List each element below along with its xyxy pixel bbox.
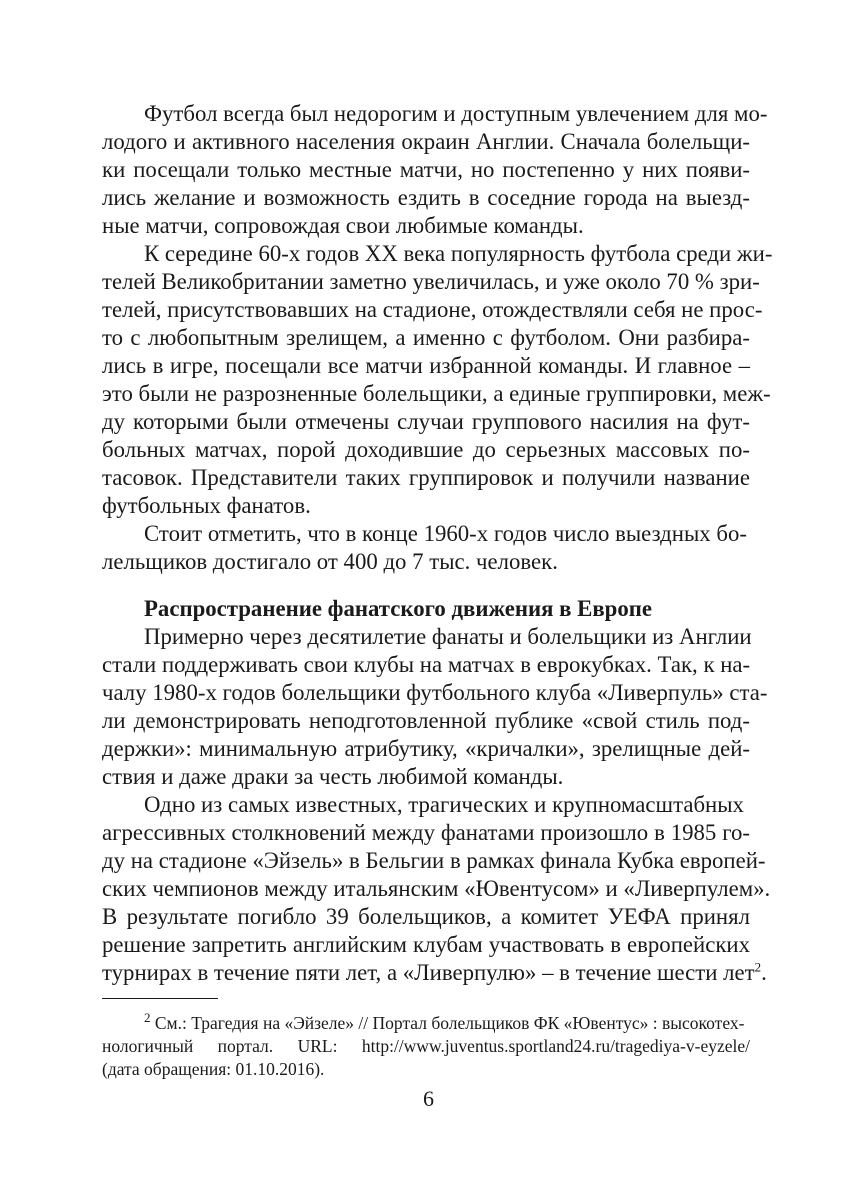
paragraph-5-line: Одно из самых известных, трагических и крупномасштабных bbox=[144, 792, 744, 817]
paragraph-1-line: ные матчи, сопровождая свои любимые команды. bbox=[102, 213, 584, 238]
paragraph-2-line: это были не разрозненные болельщики, а единые группировки, меж- bbox=[102, 381, 771, 406]
paragraph-4-line: Примерно через десятилетие фанаты и болельщики из Англии bbox=[144, 624, 752, 649]
section-heading: Распространение фанатского движения в Европе bbox=[144, 596, 652, 621]
paragraph-2-line: ду которыми были отмечены случаи группового насилия на фут- bbox=[102, 409, 750, 434]
paragraph-5-line: ду на стадионе «Эйзель» в Бельгии в рамках финала Кубка европей- bbox=[102, 848, 766, 873]
paragraph-2-line: футбольных фанатов. bbox=[102, 493, 311, 518]
paragraph-3-line: Стоит отметить, что в конце 1960-х годов число выездных бо- bbox=[144, 521, 747, 546]
paragraph-3-line: лельщиков достигало от 400 до 7 тыс. человек. bbox=[102, 549, 558, 574]
paragraph-5-end-punct: . bbox=[761, 960, 767, 985]
paragraph-2-line: то с любопытным зрелищем, а именно с футболом. Они разбира- bbox=[102, 325, 750, 350]
footnote-marker: 2 bbox=[144, 1010, 151, 1026]
paragraph-2-line: К середине 60-х годов XX века популярность футбола среди жи- bbox=[144, 241, 773, 266]
paragraph-5-line: ских чемпионов между итальянским «Ювентусом» и «Ливерпулем». bbox=[102, 876, 771, 901]
paragraph-4-line: держки»: минимальную атрибутику, «кричалки», зрелищные дей- bbox=[102, 736, 750, 761]
paragraph-4-line: ли демонстрировать неподготовленной публике «свой стиль под- bbox=[102, 708, 750, 733]
footnote-line bbox=[144, 1012, 750, 1035]
paragraph-2-line: лись в игре, посещали все матчи избранной команды. И главное – bbox=[102, 353, 750, 378]
paragraph-4-line: чалу 1980-х годов болельщики футбольного клуба «Ливерпуль» ста- bbox=[102, 680, 768, 705]
paragraph-1-line: Футбол всегда был недорогим и доступным увлечением для мо- bbox=[144, 101, 768, 126]
paragraph-5-last-text: турнирах в течение пяти лет, а «Ливерпулю» – в течение шести лет bbox=[102, 960, 755, 985]
footnote-separator bbox=[102, 998, 218, 999]
footnote-reference: 2 bbox=[754, 959, 762, 975]
paragraph-1-line: ки посещали только местные матчи, но постепенно у них появи- bbox=[102, 157, 750, 182]
paragraph-1-line: лись желание и возможность ездить в соседние города на выезд- bbox=[102, 185, 750, 210]
footnote-line: нологичный портал. URL: http://www.juventus.sportland24.ru/tragediya-v-eyzele/ bbox=[102, 1036, 750, 1056]
paragraph-5-line: В результате погибло 39 болельщиков, а комитет УЕФА принял bbox=[102, 904, 750, 929]
paragraph-2-line: телей, присутствовавших на стадионе, отождествляли себя не прос- bbox=[102, 297, 763, 322]
paragraph-5-line: решение запретить английским клубам участвовать в европейских bbox=[102, 932, 750, 957]
paragraph-5-line bbox=[102, 959, 767, 987]
paragraph-2-line: телей Великобритании заметно увеличилась, и уже около 70 % зри- bbox=[102, 269, 760, 294]
footnote-line: (дата обращения: 01.10.2016). bbox=[102, 1059, 325, 1079]
footnote-text: См.: Трагедия на «Эйзеле» // Портал болельщиков ФК «Ювентус» : высокотех- bbox=[154, 1013, 745, 1033]
paragraph-4-line: ствия и даже драки за честь любимой команды. bbox=[102, 764, 564, 789]
paragraph-4-line: стали поддерживать свои клубы на матчах в еврокубках. Так, к на- bbox=[102, 652, 751, 677]
paragraph-2-line: тасовок. Представители таких группировок и получили название bbox=[102, 465, 750, 490]
page-number: 6 bbox=[423, 1086, 434, 1111]
paragraph-5-line: агрессивных столкновений между фанатами произошло в 1985 го- bbox=[102, 820, 750, 845]
paragraph-1-line: лодого и активного населения окраин Англии. Сначала болельщи- bbox=[102, 129, 750, 154]
paragraph-2-line: больных матчах, порой доходившие до серьезных массовых по- bbox=[102, 437, 750, 462]
